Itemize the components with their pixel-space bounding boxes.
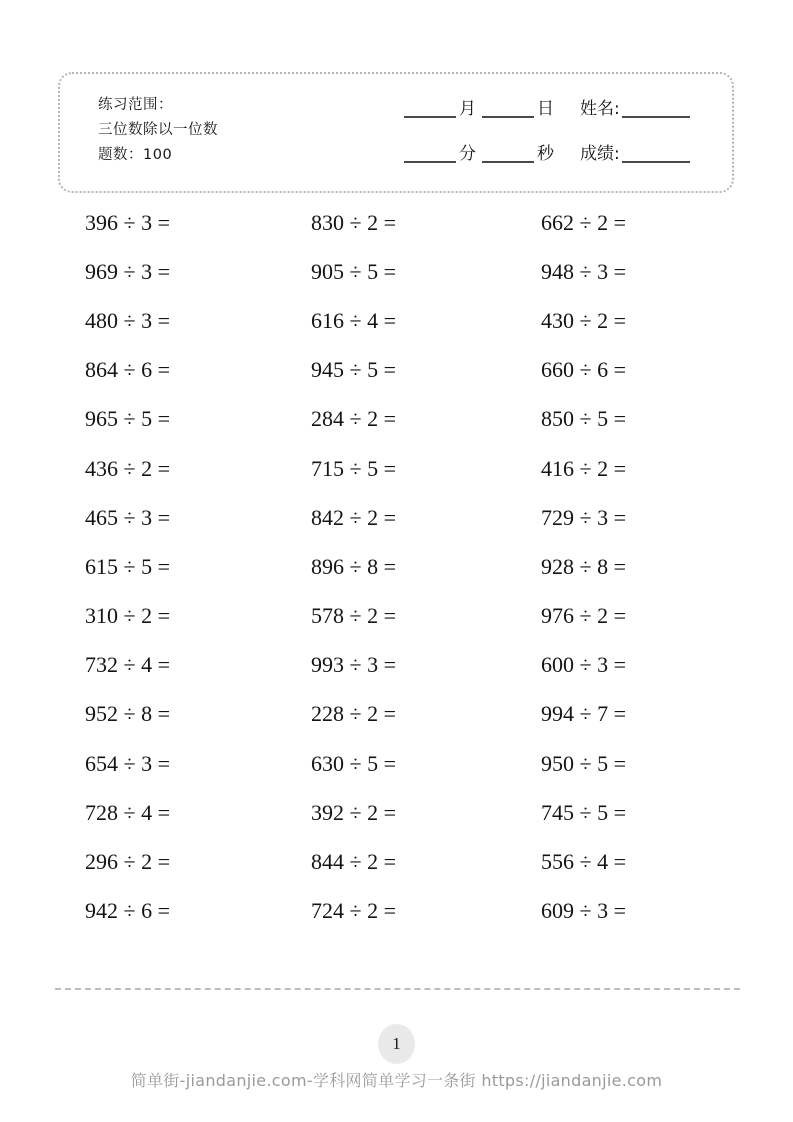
header-info-block — [98, 93, 218, 168]
problem-item: 896 ÷ 8 = — [311, 553, 396, 579]
problem-item: 430 ÷ 2 = — [541, 307, 626, 333]
month-blank-line — [404, 102, 456, 118]
problem-item: 615 ÷ 5 = — [85, 553, 170, 579]
problem-item: 729 ÷ 3 = — [541, 504, 626, 530]
problem-item: 830 ÷ 2 = — [311, 209, 396, 235]
page-number: 1 — [392, 1034, 401, 1053]
second-label: 秒 — [537, 144, 554, 164]
problem-item: 609 ÷ 3 = — [541, 898, 626, 924]
problem-item: 844 ÷ 2 = — [311, 849, 396, 875]
problem-item: 994 ÷ 7 = — [541, 701, 626, 727]
day-label: 日 — [537, 99, 554, 119]
second-blank-line — [482, 147, 534, 163]
problem-item: 465 ÷ 3 = — [85, 504, 170, 530]
problem-item: 724 ÷ 2 = — [311, 898, 396, 924]
problem-item: 842 ÷ 2 = — [311, 504, 396, 530]
problem-item: 948 ÷ 3 = — [541, 258, 626, 284]
problem-item: 850 ÷ 5 = — [541, 406, 626, 432]
problem-item: 942 ÷ 6 = — [85, 898, 170, 924]
problem-item: 436 ÷ 2 = — [85, 455, 170, 481]
problem-item: 905 ÷ 5 = — [311, 258, 396, 284]
problem-item: 480 ÷ 3 = — [85, 307, 170, 333]
problem-item: 732 ÷ 4 = — [85, 652, 170, 678]
problem-item: 396 ÷ 3 = — [85, 209, 170, 235]
problem-item: 928 ÷ 8 = — [541, 553, 626, 579]
problem-item: 392 ÷ 2 = — [311, 799, 396, 825]
problem-item: 728 ÷ 4 = — [85, 799, 170, 825]
name-label: 姓名: — [580, 99, 620, 119]
problem-item: 965 ÷ 5 = — [85, 406, 170, 432]
problem-item: 660 ÷ 6 = — [541, 357, 626, 383]
minute-label: 分 — [459, 144, 476, 164]
footer-site-text: 简单街-jiandanjie.com-学科网简单学习一条街 https://jiandanjie.com — [130, 1071, 663, 1090]
month-label: 月 — [459, 99, 476, 119]
score-blank-line — [622, 147, 690, 163]
problem-item: 556 ÷ 4 = — [541, 849, 626, 875]
problem-item: 228 ÷ 2 = — [311, 701, 396, 727]
time-score-row — [404, 143, 693, 165]
problem-item: 715 ÷ 5 = — [311, 455, 396, 481]
header-fill-block — [404, 98, 693, 165]
name-blank-line — [622, 102, 690, 118]
problem-item: 950 ÷ 5 = — [541, 750, 626, 776]
problem-item: 976 ÷ 2 = — [541, 603, 626, 629]
problem-item: 416 ÷ 2 = — [541, 455, 626, 481]
problems-grid — [0, 198, 793, 936]
problem-item: 600 ÷ 3 = — [541, 652, 626, 678]
scope-label: 练习范围： — [98, 97, 173, 113]
problem-item: 662 ÷ 2 = — [541, 209, 626, 235]
problem-item: 745 ÷ 5 = — [541, 799, 626, 825]
dotted-divider — [55, 988, 740, 990]
problem-item: 630 ÷ 5 = — [311, 750, 396, 776]
minute-blank-line — [404, 147, 456, 163]
page-number-badge — [378, 1024, 415, 1064]
problem-item: 952 ÷ 8 = — [85, 701, 170, 727]
problem-item: 945 ÷ 5 = — [311, 357, 396, 383]
score-label: 成绩: — [580, 144, 620, 164]
problem-item: 864 ÷ 6 = — [85, 357, 170, 383]
problem-item: 284 ÷ 2 = — [311, 406, 396, 432]
problem-item: 993 ÷ 3 = — [311, 652, 396, 678]
count-label: 题数：100 — [98, 147, 173, 163]
problem-item: 578 ÷ 2 = — [311, 603, 396, 629]
problem-item: 616 ÷ 4 = — [311, 307, 396, 333]
scope-value: 三位数除以一位数 — [98, 122, 218, 138]
problem-item: 654 ÷ 3 = — [85, 750, 170, 776]
problem-item: 969 ÷ 3 = — [85, 258, 170, 284]
problem-item: 296 ÷ 2 = — [85, 849, 170, 875]
header-box — [58, 72, 734, 193]
date-name-row — [404, 98, 693, 120]
problem-item: 310 ÷ 2 = — [85, 603, 170, 629]
day-blank-line — [482, 102, 534, 118]
